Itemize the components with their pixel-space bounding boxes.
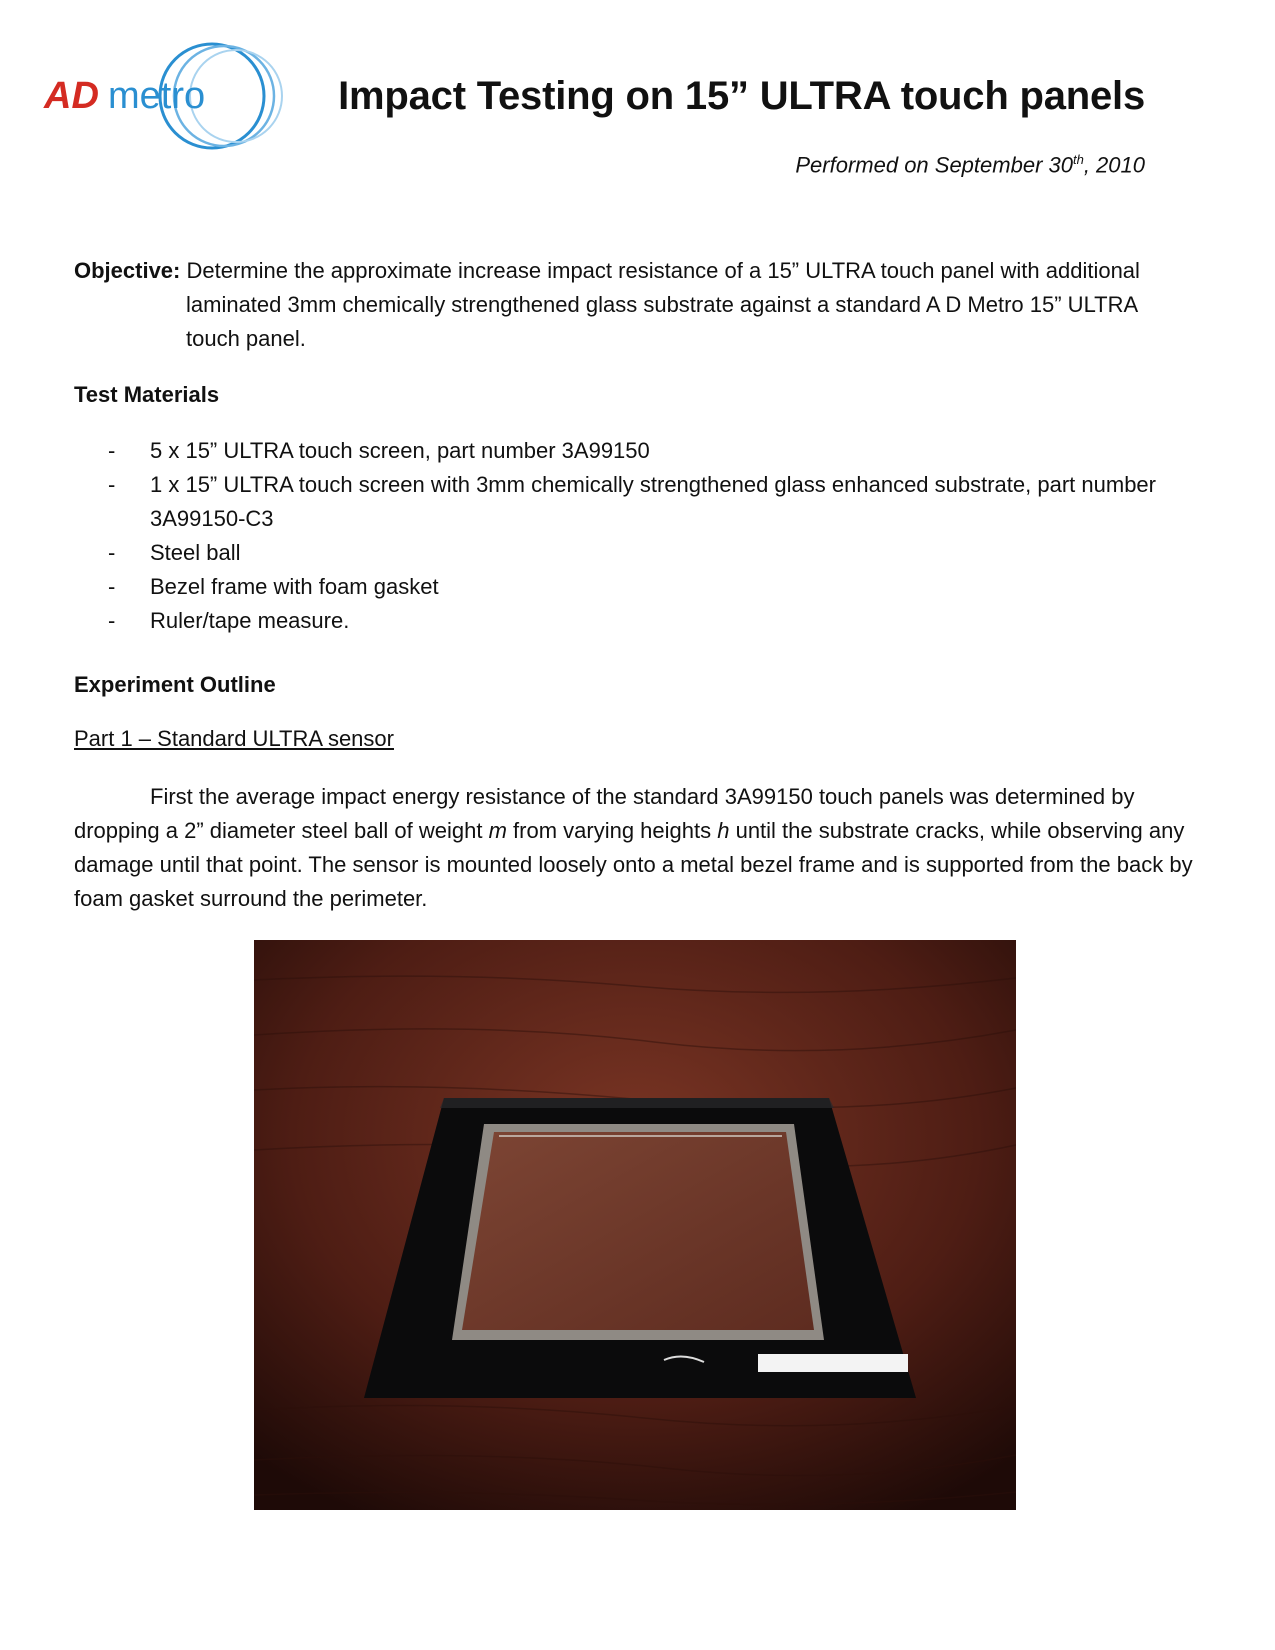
variable-h: h bbox=[717, 818, 730, 843]
bullet-dash: - bbox=[108, 540, 116, 565]
list-item bbox=[74, 570, 1204, 604]
list-item-text: Steel ball bbox=[150, 540, 241, 565]
test-materials-heading: Test Materials bbox=[74, 382, 220, 407]
paragraph-text-3: until the substrate cracks, while observing any damage until that point. The sensor is mounted loosely onto a metal bezel frame and is supported from the back by foam gasket surround the perimeter. bbox=[74, 818, 1193, 911]
list-item bbox=[74, 468, 1204, 536]
bullet-dash: - bbox=[108, 438, 116, 463]
objective-label: Objective: bbox=[74, 258, 181, 283]
performed-suffix: , 2010 bbox=[1083, 152, 1145, 178]
variable-m: m bbox=[488, 818, 507, 843]
list-item bbox=[74, 604, 1204, 638]
sensor-glass bbox=[462, 1132, 814, 1330]
list-item-text: Ruler/tape measure. bbox=[150, 608, 350, 633]
list-item bbox=[74, 536, 1204, 570]
admetro-logo-graphic bbox=[40, 38, 300, 158]
logo-text-metro: metro bbox=[108, 75, 206, 117]
touch-panel-photo bbox=[254, 940, 1016, 1510]
objective-section bbox=[74, 254, 1194, 356]
test-materials-list bbox=[74, 434, 1204, 638]
bullet-dash: - bbox=[108, 608, 116, 633]
bullet-dash: - bbox=[108, 472, 116, 497]
paragraph-text-1: First the average impact energy resistance of the standard 3A99150 touch panels was determined by dropping a 2” diameter steel ball of weight bbox=[74, 784, 1135, 843]
objective-line-2: laminated 3mm chemically strengthened glass substrate against a standard A D Metro 15” ULTRA bbox=[186, 292, 1139, 317]
part1-heading: Part 1 – Standard ULTRA sensor bbox=[74, 726, 394, 751]
touch-panel-photo-graphic bbox=[254, 940, 1016, 1510]
page-title: Impact Testing on 15” ULTRA touch panels bbox=[338, 74, 1145, 118]
objective-line-1: Determine the approximate increase impact resistance of a 15” ULTRA touch panel with additional bbox=[186, 258, 1140, 283]
bullet-dash: - bbox=[108, 574, 116, 599]
part1-paragraph bbox=[74, 780, 1214, 916]
paragraph-text-2: from varying heights bbox=[506, 818, 718, 843]
experiment-outline-heading: Experiment Outline bbox=[74, 672, 276, 697]
logo-text-ad: AD bbox=[44, 75, 99, 117]
list-item bbox=[74, 434, 1204, 468]
objective-line-3: touch panel. bbox=[186, 326, 306, 351]
white-label-sticker bbox=[758, 1354, 908, 1372]
list-item-text: Bezel frame with foam gasket bbox=[150, 574, 439, 599]
list-item-text: 5 x 15” ULTRA touch screen, part number 3A99150 bbox=[150, 438, 650, 463]
performed-date bbox=[795, 152, 1145, 178]
performed-superscript: th bbox=[1072, 152, 1084, 167]
bezel-edge-highlight bbox=[440, 1098, 834, 1108]
performed-prefix: Performed on September 30 bbox=[795, 152, 1073, 178]
list-item-text: 1 x 15” ULTRA touch screen with 3mm chemically strengthened glass enhanced substrate, part number 3A99150-C3 bbox=[150, 472, 1156, 531]
admetro-logo bbox=[40, 38, 300, 158]
